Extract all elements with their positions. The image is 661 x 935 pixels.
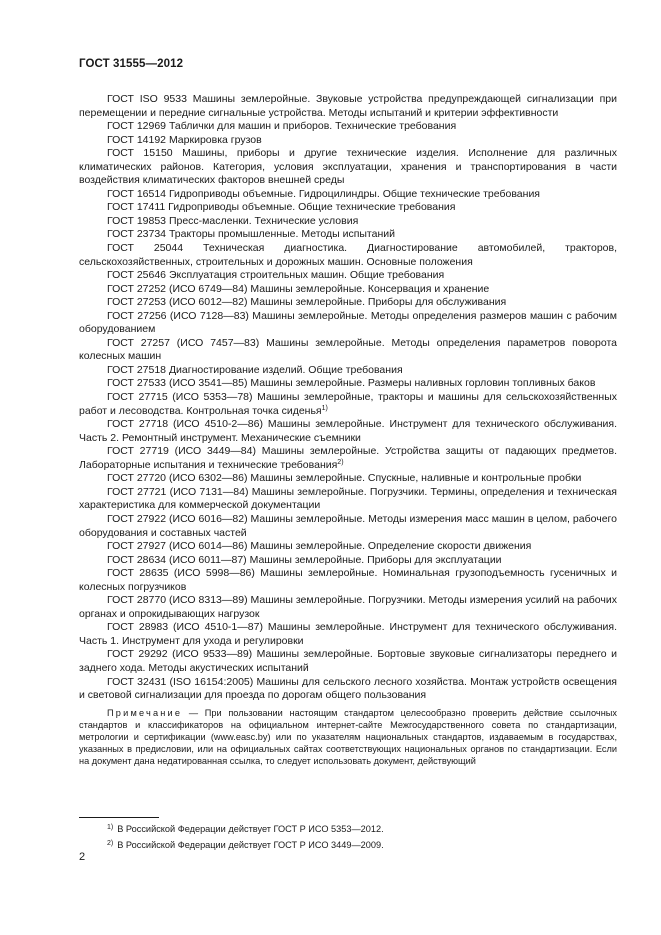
footnote-1 [79,821,617,837]
reference-entry: ГОСТ ISO 9533 Машины землеройные. Звуковые устройства предупреждающей сигнализации при перемещении и передние сигнальные устройства. Методы испытаний и критерии эффективности [79,93,617,119]
reference-entry: ГОСТ 28634 (ИСО 6011—87) Машины землеройные. Приборы для эксплуатации [107,553,502,566]
reference-entry: ГОСТ 27721 (ИСО 7131—84) Машины землеройные. Погрузчики. Термины, определения и техническая характеристика для коммерческой документации [79,485,617,512]
reference-entry: ГОСТ 23734 Тракторы промышленные. Методы испытаний [107,228,395,241]
footnote-reference-1[interactable]: 1) [321,404,328,412]
reference-entry [79,445,617,472]
reference-entry-text: ГОСТ 27715 (ИСО 5353—78) Машины землеройные, тракторы и машины для сельскохозяйственных работ и лесоводства. Контрольная точка сиденья [79,391,617,417]
reference-entry: ГОСТ 27720 (ИСО 6302—86) Машины землеройные. Спускные, наливные и контрольные пробки [107,472,582,485]
reference-entry: ГОСТ 27253 (ИСО 6012—82) Машины землеройные. Приборы для обслуживания [107,296,507,309]
reference-entry: ГОСТ 32431 (ISO 16154:2005) Машины для сельского лесного хозяйства. Монтаж устройств освещения и световой сигнализации для проезда по дорогам общего пользования [79,675,617,702]
reference-entry: ГОСТ 27257 (ИСО 7457—83) Машины землеройные. Методы определения параметров поворота колесных машин [79,336,617,363]
reference-entry: ГОСТ 25646 Эксплуатация строительных машин. Общие требования [107,269,445,282]
reference-entry: ГОСТ 27922 (ИСО 6016—82) Машины землеройные. Методы измерения масс машин в целом, рабочего оборудования и составных частей [79,512,617,539]
note-text: При пользовании настоящим стандартом целесообразно проверить действие ссылочных стандартов и классификаторов на официальном интернет-сайте Межгосударственного совета по стандартизации, метрологии и сертификации (www.easc.by) или по указателям национальных стандартов, издаваемым в государствах, указанных в предисловии, или на официальных сайтах соответствующих национальных органов по стандартизации. Если на документ дана недатированная ссылка, то следует использовать документ, действующий [79,707,617,766]
footnote-text: В Российской Федерации действует ГОСТ Р ИСО 5353—2012. [117,824,384,834]
note-paragraph [79,707,617,767]
reference-entry: ГОСТ 27533 (ИСО 3541—85) Машины землеройные. Размеры наливных горловин топливных баков [107,377,596,390]
reference-entry: ГОСТ 28983 (ИСО 4510-1—87) Машины землеройные. Инструмент для технического обслуживания. Часть 1. Инструмент для ухода и регулировки [79,621,617,647]
note-dash: — [188,707,199,718]
footnote-2 [79,837,617,853]
reference-entry: ГОСТ 27718 (ИСО 4510-2—86) Машины землеройные. Инструмент для технического обслуживания. Часть 2. Ремонтный инструмент. Механические съемники [79,418,617,444]
footnote-reference-2[interactable]: 2) [337,458,344,466]
normative-references-list [79,93,617,767]
footnotes [79,821,617,852]
reference-entry: ГОСТ 28635 (ИСО 5998—86) Машины землеройные. Номинальная грузоподъемность гусеничных и колесных погрузчиков [79,567,617,593]
reference-entry: ГОСТ 14192 Маркировка грузов [107,133,262,146]
reference-entry [79,391,617,418]
note-label: Примечание [107,707,183,718]
reference-entry: ГОСТ 27252 (ИСО 6749—84) Машины землеройные. Консервация и хранение [107,282,490,295]
reference-entry: ГОСТ 19853 Пресс-масленки. Технические условия [107,214,359,227]
reference-entry-text: ГОСТ 27719 (ИСО 3449—84) Машины землеройные. Устройства защиты от падающих предметов. Лабораторные испытания и технические требования [79,445,617,471]
page-number: 2 [79,851,86,863]
reference-entry: ГОСТ 25044 Техническая диагностика. Диагностирование автомобилей, тракторов, сельскохозяйственных, строительных и дорожных машин. Основные положения [79,242,617,268]
reference-entry: ГОСТ 27518 Диагностирование изделий. Общие требования [107,363,403,376]
footnote-mark: 1) [107,824,114,831]
footnote-text: В Российской Федерации действует ГОСТ Р ИСО 3449—2009. [117,839,384,850]
reference-entry: ГОСТ 28770 (ИСО 8313—89) Машины землеройные. Погрузчики. Методы измерения усилий на рабочих органах и опрокидывающих нагрузок [79,594,617,620]
document-header [79,58,183,70]
reference-entry: ГОСТ 15150 Машины, приборы и другие технические изделия. Исполнение для различных климатических районов. Категория, условия эксплуатации, хранения и транспортирования в части воздействия климатических факторов внешней среды [79,147,617,187]
reference-entry: ГОСТ 12969 Таблички для машин и приборов. Технические требования [107,120,457,133]
footnote-separator [79,817,159,818]
footnote-mark: 2) [107,839,114,847]
reference-entry: ГОСТ 27256 (ИСО 7128—83) Машины землеройные. Методы определения размеров машин с рабочим оборудованием [79,309,617,336]
standard-designation: ГОСТ 31555—2012 [79,58,184,70]
reference-entry: ГОСТ 27927 (ИСО 6014—86) Машины землеройные. Определение скорости движения [107,540,532,553]
reference-entry: ГОСТ 29292 (ИСО 9533—89) Машины землеройные. Бортовые звуковые сигнализаторы переднего и заднего хода. Методы акустических испытаний [79,648,617,674]
reference-entry: ГОСТ 16514 Гидроприводы объемные. Гидроцилиндры. Общие технические требования [107,187,540,200]
reference-entry: ГОСТ 17411 Гидроприводы объемные. Общие технические требования [107,201,456,214]
